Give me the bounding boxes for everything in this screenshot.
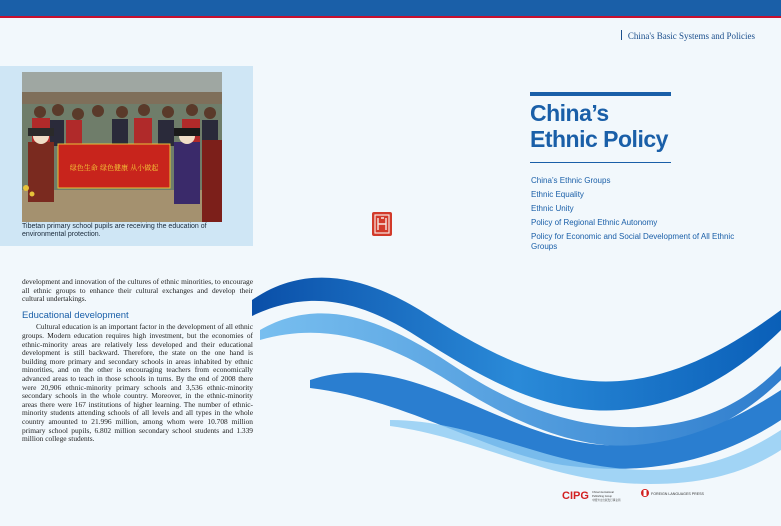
- table-of-contents: [531, 176, 761, 256]
- cover-title-line2: Ethnic Policy: [530, 126, 668, 152]
- photo-caption: Tibetan primary school pupils are receiving the education of environmental protection.: [22, 223, 207, 238]
- title-rule-top: [530, 92, 671, 96]
- section-paragraph: Cultural education is an important factor in the development of all ethnic groups. Modern education requires high investment, but the economies of ethnic-minority areas are relatively less developed and their educational development is still backward. Therefore, the state on the one hand is building more primary and secondary schools in areas inhabited by ethnic minorities, and on the other is encouraging teachers from economically advanced areas to teach in those schools in turns. By the end of 2008 there were 20,906 ethnic-minority primary schools and 3,536 ethnic-minority secondary schools in the whole country. Moreover, in the ethnic-minority areas there were 167 institutions of higher learning. The number of ethnic-minority students attending schools of all levels and all types in the whole country amounted to 21.996 million, among whom were 10.708 million primary school pupils, 6.802 million secondary school students and 1.339 million college students.: [22, 322, 253, 444]
- blue-wave-graphic: [250, 270, 781, 490]
- top-bar: [0, 0, 781, 16]
- title-rule-bottom: [530, 162, 671, 163]
- photo-tibetan-pupils: [22, 72, 222, 222]
- svg-text:China International: China International: [592, 491, 614, 494]
- cover-title: [530, 100, 668, 152]
- svg-text:Publishing Group: Publishing Group: [592, 495, 612, 498]
- series-label: [621, 30, 755, 41]
- body-text-column: [22, 278, 253, 444]
- toc-item[interactable]: Ethnic Equality: [531, 190, 584, 199]
- toc-item[interactable]: Ethnic Unity: [531, 204, 574, 213]
- photo-panel: [0, 66, 253, 246]
- flp-logo-text: FOREIGN LANGUAGES PRESS: [651, 492, 704, 496]
- foreign-languages-press-logo: [641, 486, 711, 507]
- toc-item[interactable]: China’s Ethnic Groups: [531, 176, 611, 185]
- series-label-text: China's Basic Systems and Policies: [627, 31, 755, 41]
- cipg-logo: [562, 486, 634, 511]
- section-heading: Educational development: [22, 309, 129, 321]
- series-divider: [621, 30, 622, 40]
- cipg-logo-text: CIPG: [562, 490, 589, 502]
- banner-text: 绿色生命 绿色健康 从小做起: [69, 164, 159, 172]
- svg-text:中国外文出版发行事业局: 中国外文出版发行事业局: [592, 499, 621, 502]
- toc-item[interactable]: Policy for Economic and Social Development of All Ethnic Groups: [531, 232, 735, 251]
- top-red-rule: [0, 16, 781, 18]
- body-intro-paragraph: development and innovation of the cultures of ethnic minorities, to encourage all ethnic groups to enhance their cultural exchanges and develop their cultural undertakings.: [22, 277, 253, 304]
- cover-title-line1: China’s: [530, 100, 609, 126]
- toc-item[interactable]: Policy of Regional Ethnic Autonomy: [531, 218, 658, 227]
- red-seal-icon: [367, 209, 397, 239]
